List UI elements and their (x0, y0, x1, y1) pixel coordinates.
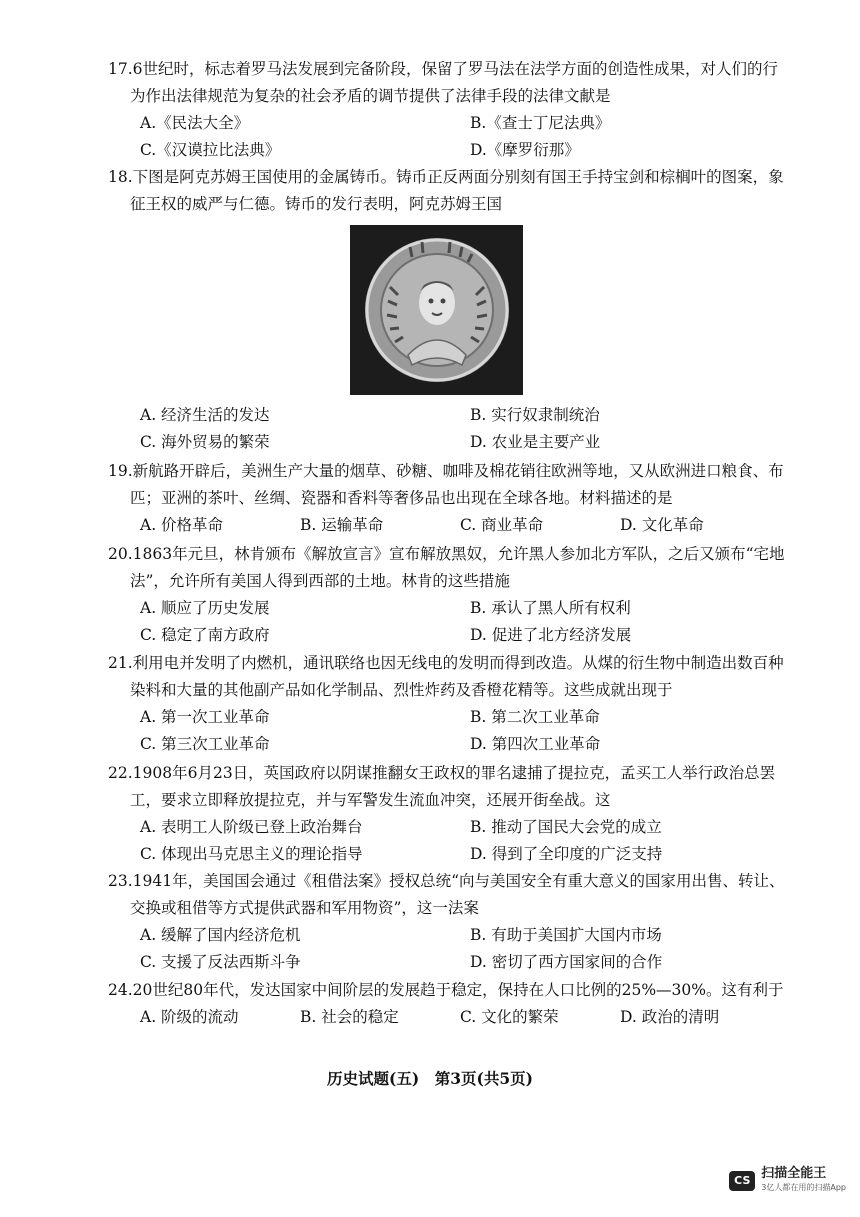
option-d: D. 第四次工业革命 (470, 735, 601, 753)
options (108, 512, 788, 539)
option-d: D. 文化革命 (620, 516, 704, 534)
option-a: A. 价格革命 (140, 516, 224, 534)
option-c: C. 体现出马克思主义的理论指导 (140, 845, 363, 863)
option-b: B. 第二次工业革命 (470, 708, 600, 726)
question-23 (108, 868, 788, 976)
question-18-options (108, 402, 788, 456)
option-c: C. 海外贸易的繁荣 (140, 433, 270, 451)
question-21 (108, 650, 788, 758)
watermark-subtitle: 3亿人都在用的扫描App (761, 1183, 846, 1192)
question-stem: 24.20世纪80年代，发达国家中间阶层的发展趋于稳定，保持在人口比例的25%—30%。这有利于 (108, 981, 784, 999)
options (108, 922, 788, 976)
question-19 (108, 458, 788, 539)
question-stem: 20.1863年元旦，林肯颁布《解放宣言》宣布解放黑奴，允许黑人参加北方军队，之后又颁布“宅地法”，允许所有美国人得到西部的土地。林肯的这些措施 (108, 545, 785, 590)
question-stem: 22.1908年6月23日，英国政府以阴谋推翻女王政权的罪名逮捕了提拉克，孟买工人举行政治总罢工，要求立即释放提拉克，并与军警发生流血冲突，还展开街垒战。这 (108, 764, 776, 809)
option-d: D. 农业是主要产业 (470, 433, 601, 451)
option-a: A.《民法大全》 (140, 114, 250, 132)
option-c: C. 文化的繁荣 (460, 1008, 559, 1026)
option-b: B. 实行奴隶制统治 (470, 406, 600, 424)
option-c: C. 第三次工业革命 (140, 735, 270, 753)
option-b: B. 有助于美国扩大国内市场 (470, 926, 662, 944)
question-stem: 17.6世纪时，标志着罗马法发展到完备阶段，保留了罗马法在法学方面的创造性成果，对人们的行为作出法律规范为复杂的社会矛盾的调节提供了法律手段的法律文献是 (108, 60, 779, 105)
question-18 (108, 164, 788, 218)
option-a: A. 经济生活的发达 (140, 406, 270, 424)
option-d: D.《摩罗衍那》 (470, 141, 580, 159)
question-20 (108, 541, 788, 649)
option-c: C. 商业革命 (460, 516, 544, 534)
options (108, 595, 788, 649)
option-c: C. 稳定了南方政府 (140, 626, 270, 644)
question-22 (108, 760, 788, 868)
option-a: A. 表明工人阶级已登上政治舞台 (140, 818, 363, 836)
option-c: C.《汉谟拉比法典》 (140, 141, 281, 159)
question-17 (108, 56, 788, 164)
option-d: D. 促进了北方经济发展 (470, 626, 632, 644)
option-d: D. 密切了西方国家间的合作 (470, 953, 663, 971)
option-a: A. 第一次工业革命 (140, 708, 270, 726)
options (108, 704, 788, 758)
page-footer: 历史试题(五) 第3页(共5页) (327, 1069, 533, 1088)
question-stem: 23.1941年，美国国会通过《租借法案》授权总统“向与美国安全有重大意义的国家用出售、转让、交换或租借等方式提供武器和军用物资”，这一法案 (108, 872, 785, 917)
options (108, 110, 788, 164)
option-d: D. 得到了全印度的广泛支持 (470, 845, 663, 863)
option-b: B. 推动了国民大会党的成立 (470, 818, 662, 836)
option-c: C. 支援了反法西斯斗争 (140, 953, 301, 971)
option-a: A. 缓解了国内经济危机 (140, 926, 301, 944)
question-24 (108, 977, 788, 1031)
coin-image (350, 225, 523, 395)
question-stem: 21.利用电并发明了内燃机，通讯联络也因无线电的发明而得到改造。从煤的衍生物中制造出数百种染料和大量的其他副产品如化学制品、烈性炸药及香橙花精等。这些成就出现于 (108, 654, 784, 699)
question-stem: 18.下图是阿克苏姆王国使用的金属铸币。铸币正反两面分别刻有国王手持宝剑和棕榈叶的图案，象征王权的威严与仁德。铸币的发行表明，阿克苏姆王国 (108, 168, 784, 213)
option-b: B. 运输革命 (300, 516, 384, 534)
coin-illustration (350, 225, 523, 395)
option-b: B. 社会的稳定 (300, 1008, 399, 1026)
scanner-watermark (729, 1167, 846, 1195)
option-a: A. 顺应了历史发展 (140, 599, 270, 617)
watermark-name: 扫描全能王 (761, 1166, 827, 1181)
option-b: B. 承认了黑人所有权利 (470, 599, 631, 617)
option-a: A. 阶级的流动 (140, 1008, 239, 1026)
options (108, 402, 788, 456)
option-d: D. 政治的清明 (620, 1008, 720, 1026)
options (108, 814, 788, 868)
options (108, 1004, 788, 1031)
watermark-text (761, 1167, 846, 1195)
option-b: B.《查士丁尼法典》 (470, 114, 611, 132)
camscanner-logo-icon: CS (729, 1171, 755, 1191)
question-stem: 19.新航路开辟后，美洲生产大量的烟草、砂糖、咖啡及棉花销往欧洲等地，又从欧洲进口粮食、布匹；亚洲的茶叶、丝绸、瓷器和香料等奢侈品也出现在全球各地。材料描述的是 (108, 462, 784, 507)
